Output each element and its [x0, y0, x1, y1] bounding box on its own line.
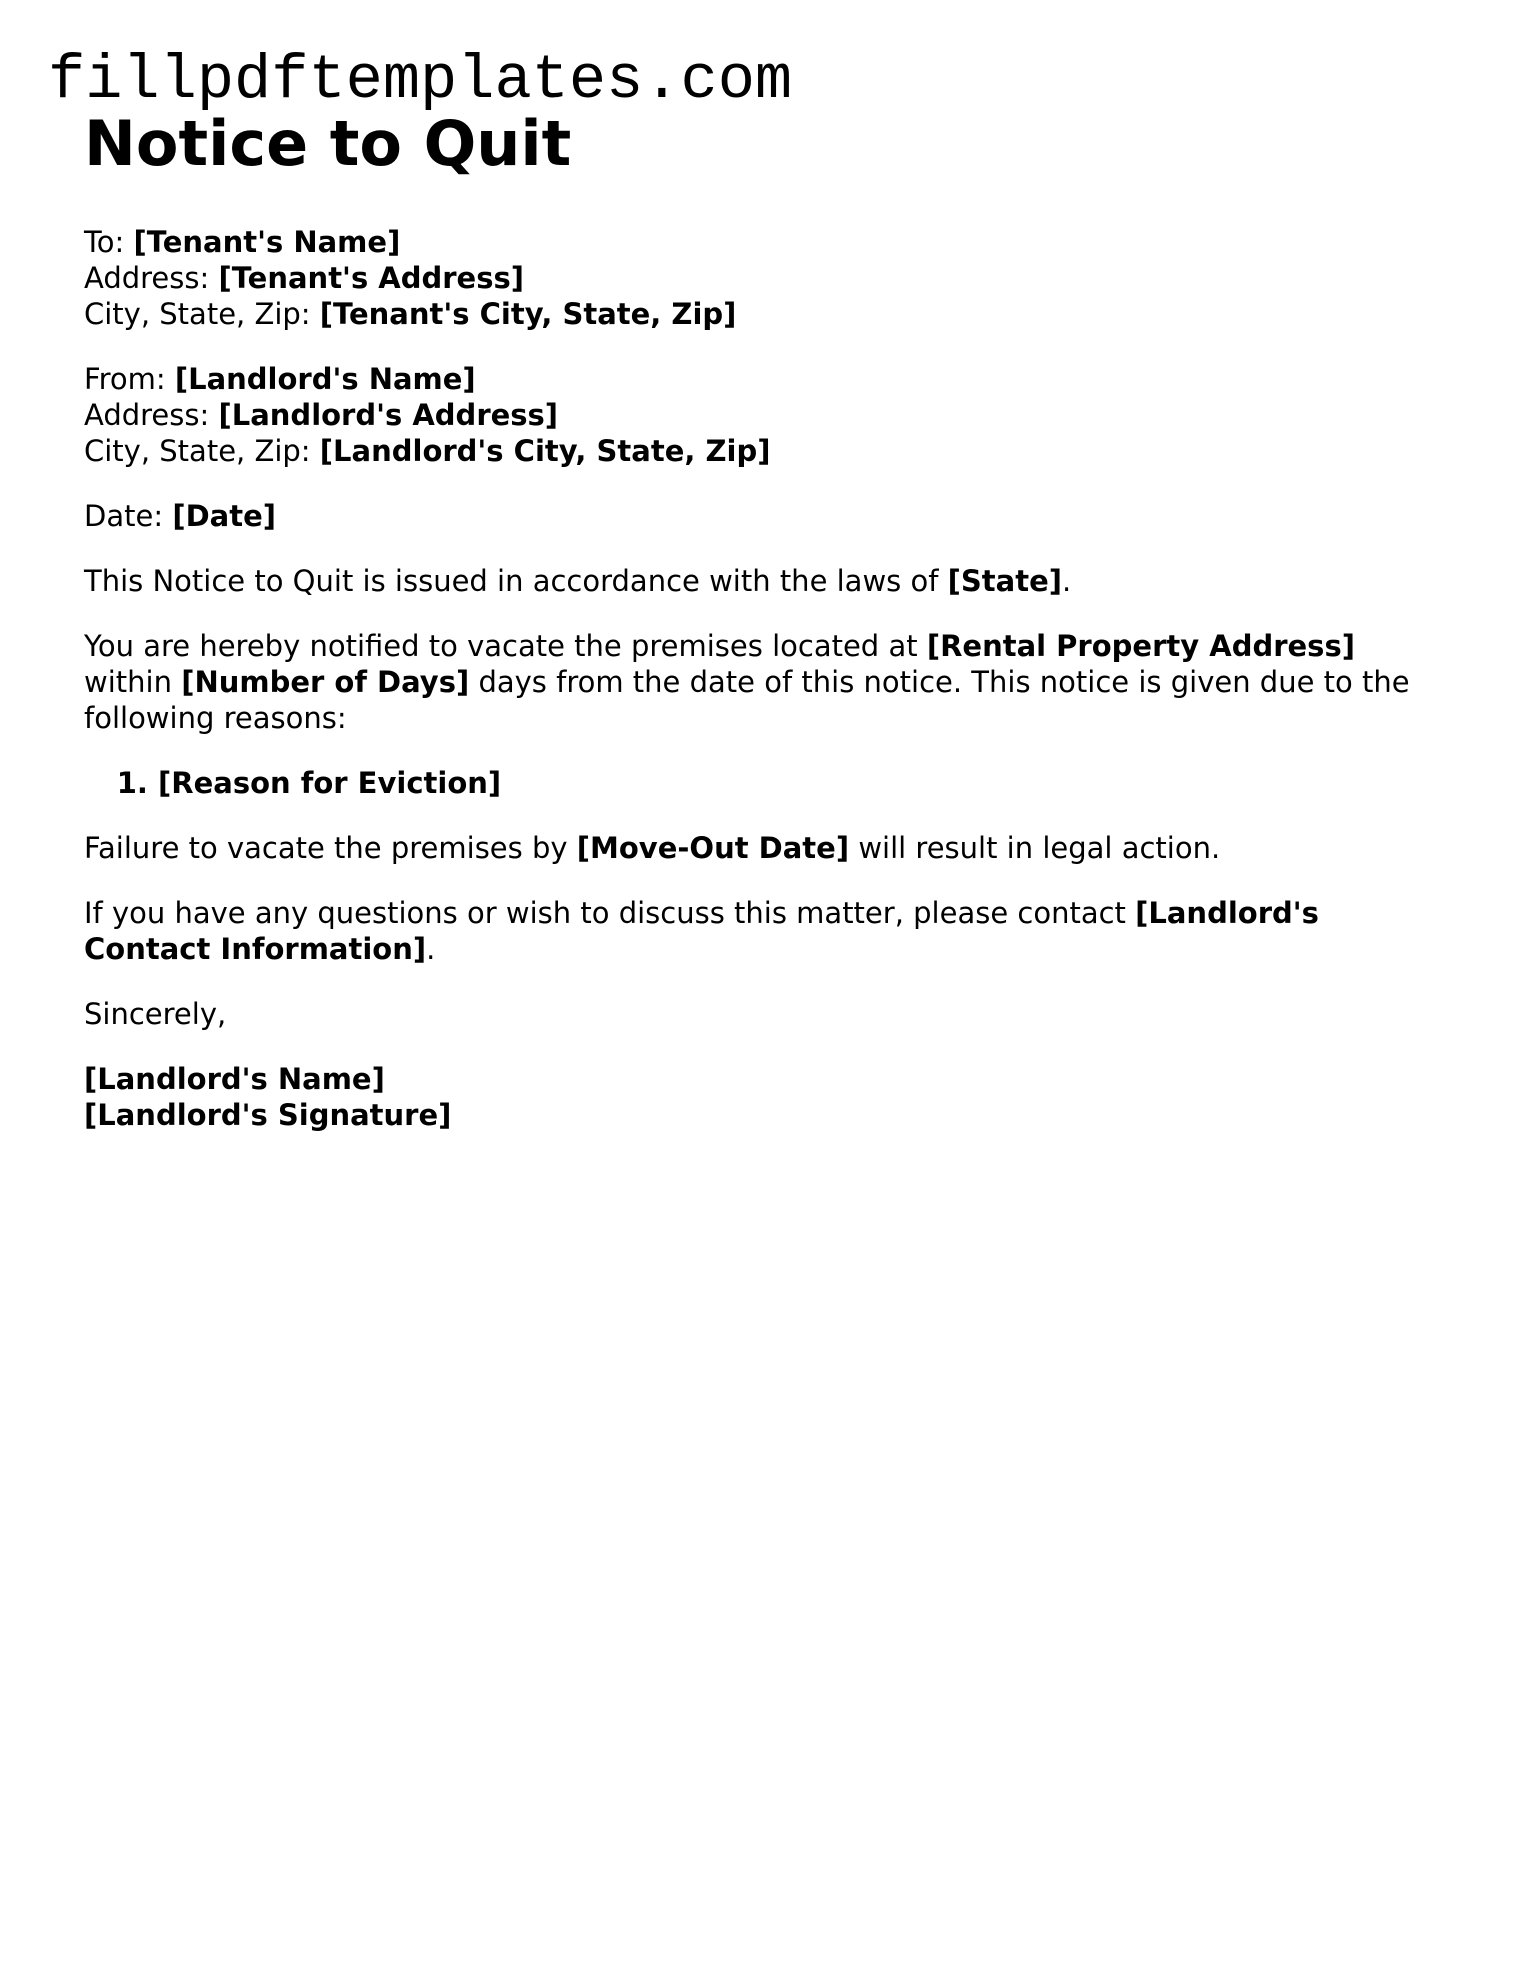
contact-paragraph [84, 895, 1444, 967]
number-of-days-placeholder: [Number of Days] [181, 665, 470, 699]
notice-text-2: within [84, 665, 172, 699]
reasons-list [84, 765, 1444, 801]
sender-name-line [84, 361, 1444, 397]
closing: Sincerely, [84, 997, 227, 1031]
tenant-name-placeholder: [Tenant's Name] [133, 225, 401, 259]
date-label: Date: [84, 499, 164, 533]
recipient-name-line [84, 224, 1444, 260]
state-placeholder: [State] [947, 564, 1063, 598]
move-out-date-placeholder: [Move-Out Date] [576, 831, 850, 865]
signature-name-placeholder: [Landlord's Name] [84, 1062, 385, 1096]
document-body [84, 108, 1444, 1162]
recipient-address-line [84, 260, 1444, 296]
sender-address-line [84, 397, 1444, 433]
tenant-address-placeholder: [Tenant's Address] [218, 261, 525, 295]
sender-block [84, 361, 1444, 469]
contact-text: If you have any questions or wish to discuss this matter, please contact [84, 896, 1126, 930]
date-line [84, 498, 1444, 534]
address-label: Address: [84, 398, 210, 432]
notice-text-1: You are hereby notified to vacate the premises located at [84, 629, 918, 663]
issued-paragraph [84, 563, 1444, 599]
address-label: Address: [84, 261, 210, 295]
date-placeholder: [Date] [172, 499, 276, 533]
sender-city-line [84, 433, 1444, 469]
watermark: fillpdftemplates.com [48, 45, 793, 116]
signature-placeholder: [Landlord's Signature] [84, 1098, 452, 1132]
notice-paragraph [84, 628, 1444, 736]
page-title: Notice to Quit [84, 107, 572, 180]
failure-text-1: Failure to vacate the premises by [84, 831, 568, 865]
landlord-city-placeholder: [Landlord's City, State, Zip] [319, 434, 771, 468]
failure-paragraph [84, 830, 1444, 866]
from-label: From: [84, 362, 166, 396]
issued-text: This Notice to Quit is issued in accordance with the laws of [84, 564, 939, 598]
landlord-name-placeholder: [Landlord's Name] [174, 362, 476, 396]
tenant-city-placeholder: [Tenant's City, State, Zip] [319, 297, 737, 331]
issued-end: . [1062, 564, 1072, 598]
signature-block [84, 1061, 1444, 1133]
recipient-block [84, 224, 1444, 332]
landlord-address-placeholder: [Landlord's Address] [218, 398, 559, 432]
city-label: City, State, Zip: [84, 434, 311, 468]
failure-text-2: will result in legal action. [858, 831, 1221, 865]
to-label: To: [84, 225, 125, 259]
contact-end: . [426, 932, 436, 966]
city-label: City, State, Zip: [84, 297, 311, 331]
notice-text-3: days from the date of this notice. This notice is given due to the following reasons: [84, 665, 1410, 735]
contact-info-placeholder: [Landlord's Contact Information] [84, 896, 1319, 966]
reason-item: 1. [Reason for Eviction] [158, 765, 1444, 801]
recipient-city-line [84, 296, 1444, 332]
property-address-placeholder: [Rental Property Address] [926, 629, 1355, 663]
